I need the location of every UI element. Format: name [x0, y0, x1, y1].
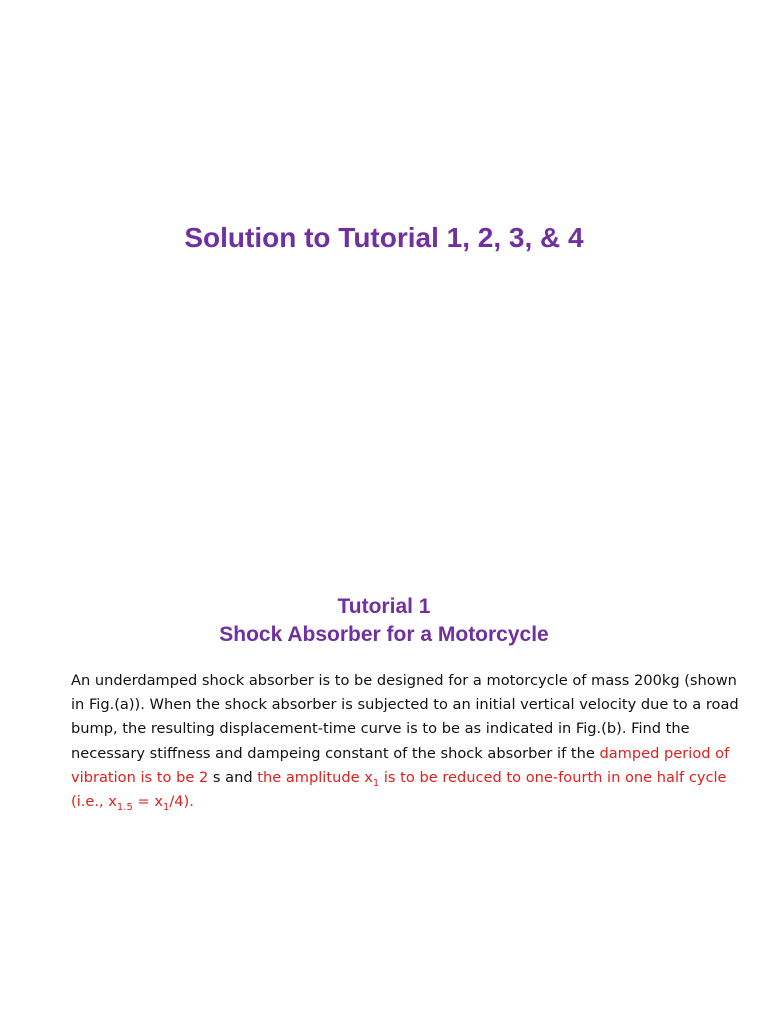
- subscript-1-5: 1.5: [116, 801, 133, 813]
- problem-text-1: An underdamped shock absorber is to be designed for a motorcycle of mass 200kg (shown in Fig.(a)). When the shock absorber is subjected to an initial vertical velocity due to a road bump, the resulting displacement-time curve is to be as indicated in Fig.(b). Find the necessary stiffness and dampeing constant of the shock absorber if the: [71, 672, 739, 762]
- tutorial-title: Shock Absorber for a Motorcycle: [219, 623, 549, 646]
- slide-title: Solution to Tutorial 1, 2, 3, & 4: [184, 222, 584, 253]
- amplitude-text-b: is to be reduced to one-fourth in one half cycle (i.e., x: [71, 768, 727, 811]
- tutorial-heading: Tutorial 1: [337, 595, 431, 618]
- slide-2: [0, 560, 768, 1024]
- damped-period-highlight: damped period of vibration is to be 2: [71, 744, 730, 786]
- shock-absorber-figure: [0, 860, 768, 1024]
- subscript-1b: 1: [162, 801, 170, 813]
- problem-statement: [71, 669, 741, 814]
- amplitude-text-a: the amplitude x: [257, 768, 373, 786]
- subscript-1: 1: [372, 777, 380, 789]
- amplitude-text-d: /4).: [169, 793, 194, 811]
- problem-text-2: s and: [208, 768, 258, 786]
- amplitude-text-c: = x: [132, 793, 163, 811]
